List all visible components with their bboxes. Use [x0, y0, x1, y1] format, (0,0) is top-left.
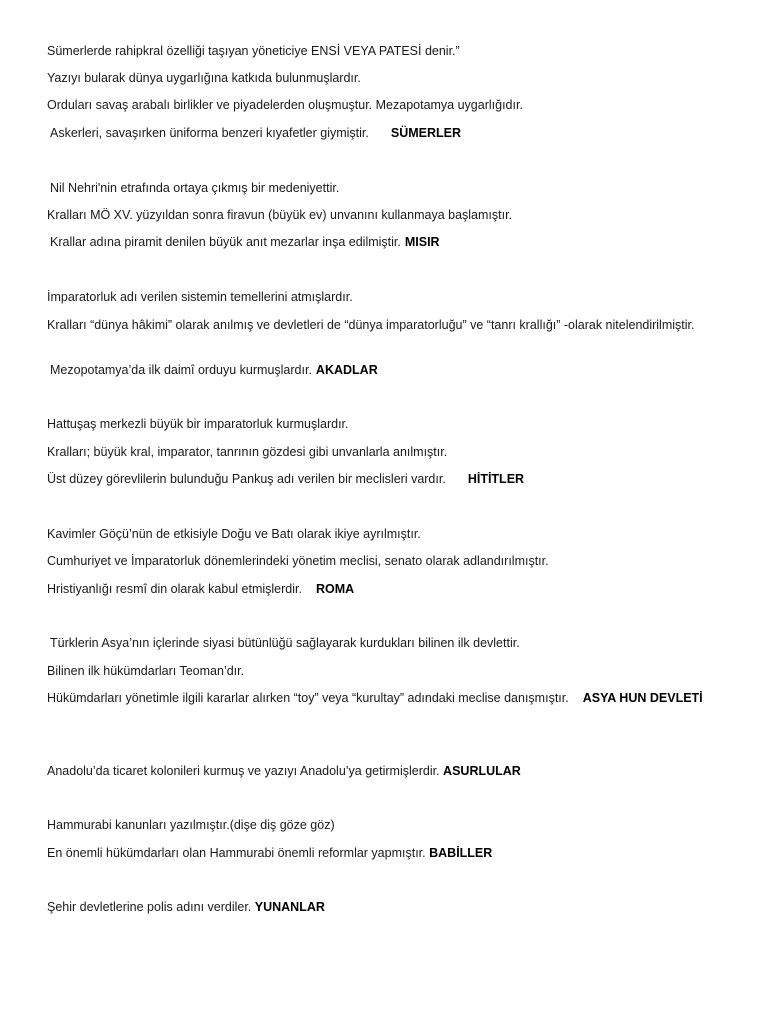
answer-label: BABİLLER: [429, 846, 493, 860]
text-line: Hristiyanlığı resmî din olarak kabul etmişlerdir.: [47, 582, 302, 596]
text-line-with-answer: [47, 763, 717, 780]
text-line: Kralları “dünya hâkimi” olarak anılmış ve devletleri de “dünya imparatorluğu” ve “tanrı krallığı” -olarak nitelendirilmiştir.: [47, 318, 695, 332]
text-line-with-answer: [47, 899, 717, 916]
text-line: Bilinen ilk hükümdarları Teoman’dır.: [47, 664, 245, 678]
text-line: Üst düzey görevlilerin bulunduğu Pankuş adı verilen bir meclisleri vardır.: [47, 472, 446, 486]
text-line-with-answer: [47, 690, 717, 707]
text-line-with-answer: [47, 234, 720, 251]
answer-label: MISIR: [404, 235, 440, 249]
text-line: Anadolu’da ticaret kolonileri kurmuş ve yazıyı Anadolu’ya getirmişlerdir.: [47, 764, 440, 778]
text-line-with-answer: [47, 581, 717, 598]
text-line: Orduları savaş arabalı birlikler ve piyadelerden oluşmuştur. Mezapotamya uygarlığıdır.: [47, 98, 523, 112]
text-line-with-answer: [47, 471, 717, 488]
text-line: Şehir devletlerine polis adını verdiler.: [47, 900, 252, 914]
answer-label: HİTİTLER: [467, 472, 525, 486]
answer-label: ASYA HUN DEVLETİ: [582, 691, 703, 705]
text-line: Mezopotamya’da ilk daimî orduyu kurmuşlardır.: [50, 363, 312, 377]
text-line: Nil Nehri'nin etrafında ortaya çıkmış bir medeniyettir.: [50, 181, 340, 195]
answer-label: ASURLULAR: [443, 764, 521, 778]
text-line: Türklerin Asya’nın içlerinde siyasi bütünlüğü sağlayarak kurdukları bilinen ilk devlettir.: [50, 636, 520, 650]
text-line: En önemli hükümdarları olan Hammurabi önemli reformlar yapmıştır.: [47, 846, 426, 860]
text-line: Askerleri, savaşırken üniforma benzeri kıyafetler giymiştir.: [50, 126, 369, 140]
text-line: Krallar adına piramit denilen büyük anıt mezarlar inşa edilmiştir.: [50, 235, 401, 249]
text-line-with-answer: [47, 845, 717, 862]
answer-label: SÜMERLER: [390, 126, 462, 140]
text-line: Yazıyı bularak dünya uygarlığına katkıda bulunmuşlardır.: [47, 71, 361, 85]
text-line: Kavimler Göçü’nün de etkisiyle Doğu ve Batı olarak ikiye ayrılmıştır.: [47, 527, 421, 541]
text-line: Hammurabi kanunları yazılmıştır.(dişe diş göze göz): [47, 818, 335, 832]
answer-label: YUNANLAR: [254, 900, 325, 914]
text-line: Kralları MÖ XV. yüzyıldan sonra firavun (büyük ev) unvanını kullanmaya başlamıştır.: [47, 208, 513, 222]
text-line: Kralları; büyük kral, imparator, tanrının gözdesi gibi unvanlarla anılmıştır.: [47, 445, 448, 459]
answer-label: ROMA: [315, 582, 355, 596]
answer-label: AKADLAR: [315, 363, 378, 377]
text-line: Sümerlerde rahipkral özelliği taşıyan yöneticiye ENSİ VEYA PATESİ denir.”: [47, 44, 460, 58]
text-line: Hükümdarları yönetimle ilgili kararlar alırken “toy” veya “kurultay” adındaki meclise danışmıştır.: [47, 691, 569, 705]
text-line: Hattuşaş merkezli büyük bir imparatorluk kurmuşlardır.: [47, 417, 349, 431]
text-line-with-answer: [47, 125, 720, 142]
text-line-with-answer: [47, 362, 720, 379]
text-line: Cumhuriyet ve İmparatorluk dönemlerindeki yönetim meclisi, senato olarak adlandırılmıştır.: [47, 554, 549, 568]
text-line: İmparatorluk adı verilen sistemin temellerini atmışlardır.: [47, 290, 353, 304]
